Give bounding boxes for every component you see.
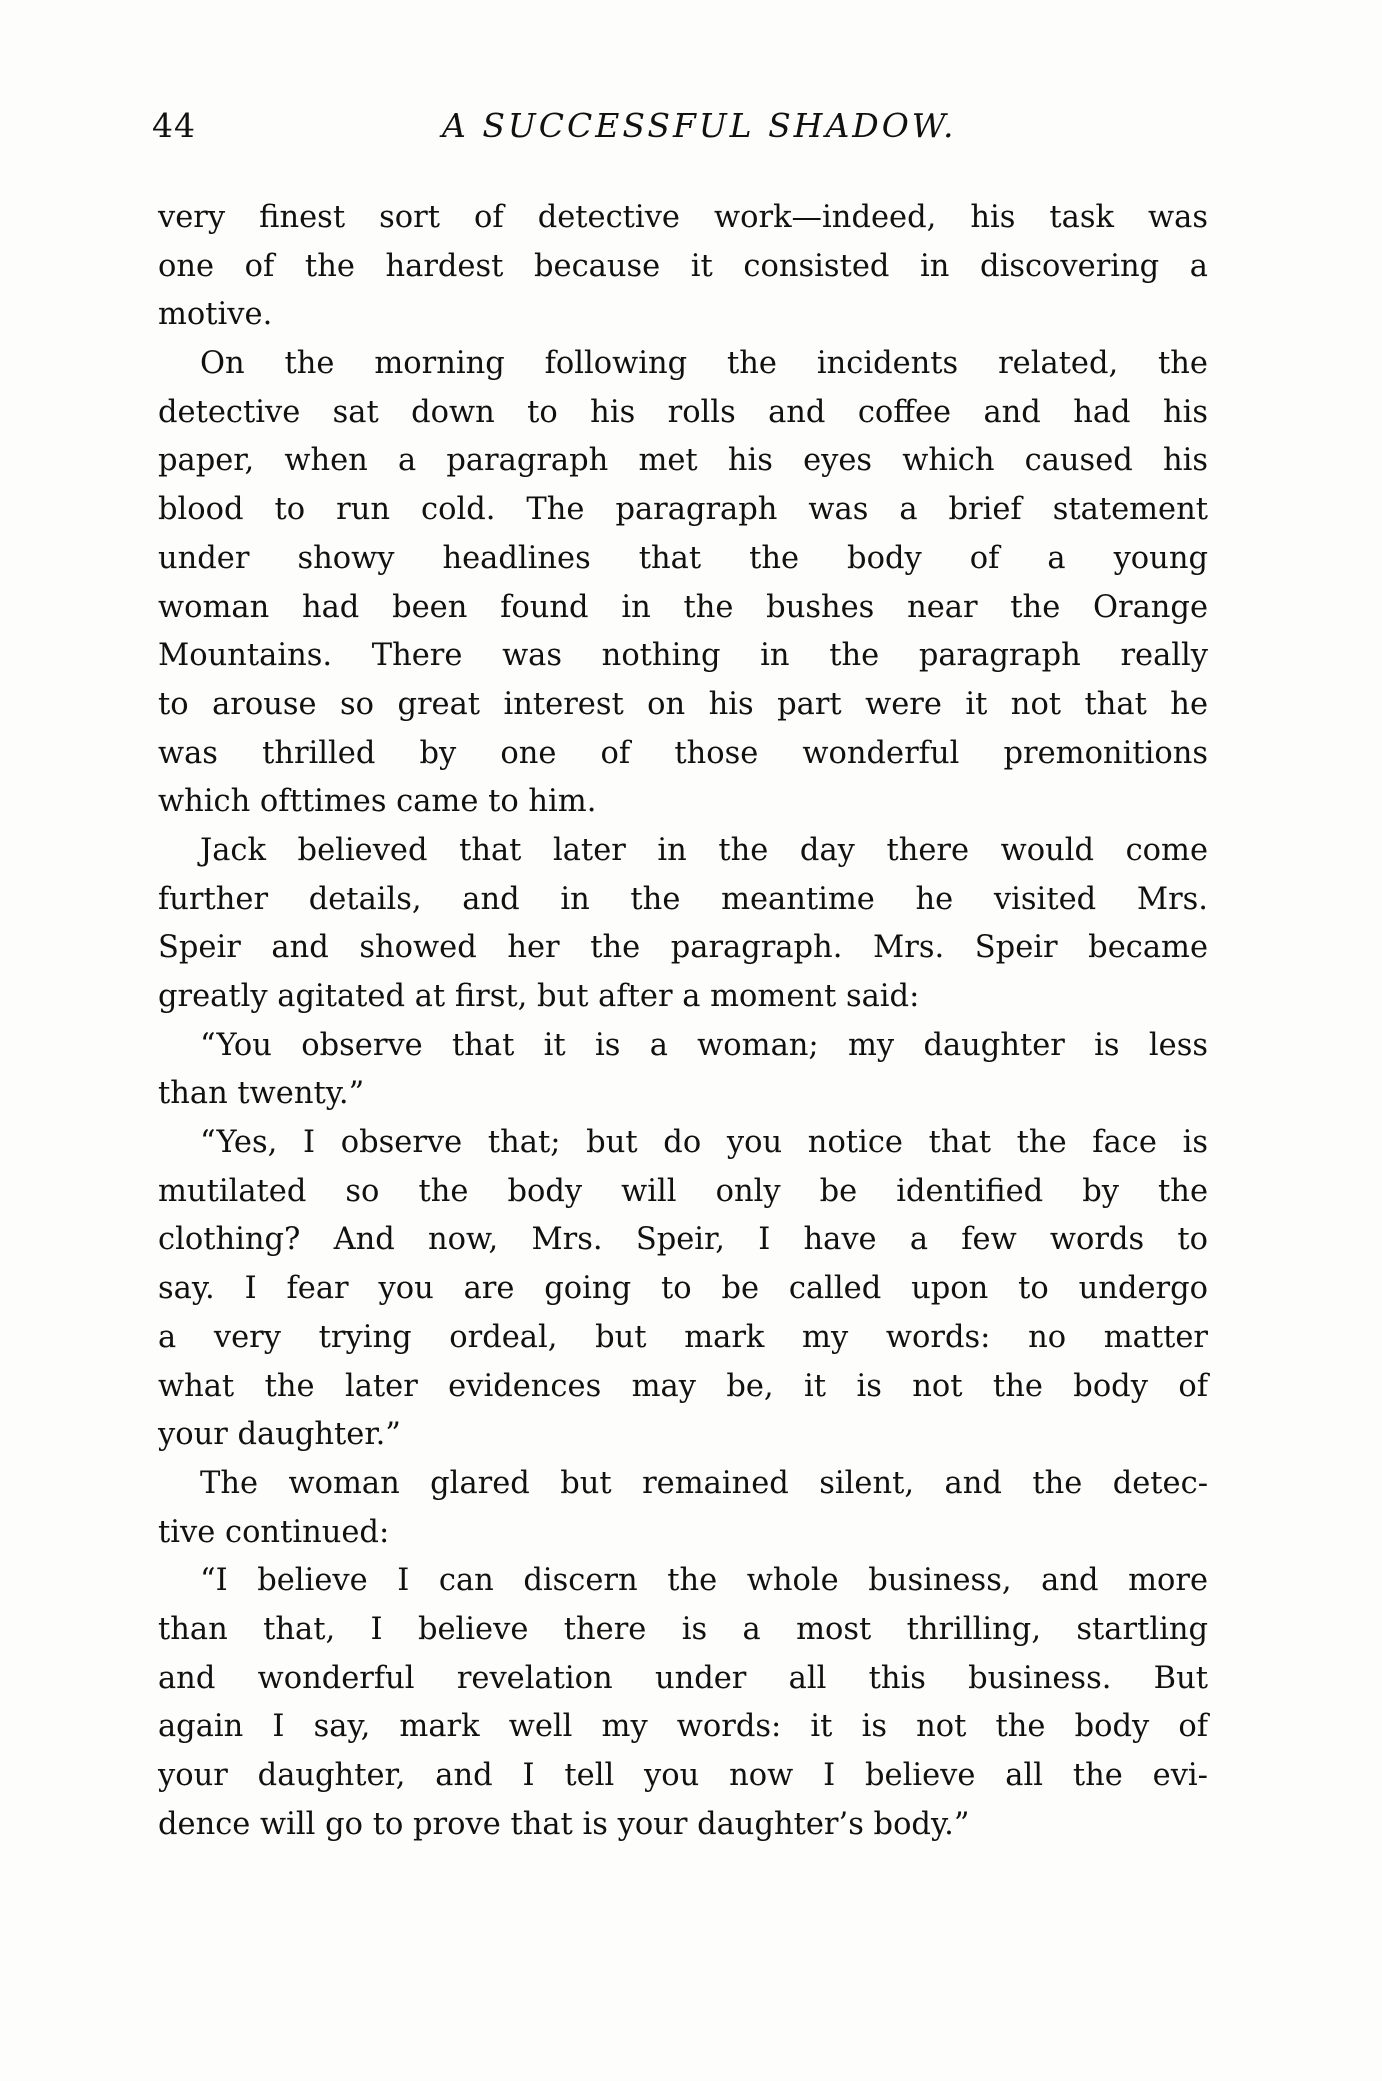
text-line: clothing? And now, Mrs. Speir, I have a few words to [158, 1222, 1208, 1258]
text-line: “You observe that it is a woman; my daughter is less [200, 1027, 1208, 1063]
text-line: On the morning following the incidents related, the [200, 346, 1208, 382]
text-line: Mountains. There was nothing in the paragraph really [158, 638, 1208, 674]
text-line: say. I fear you are going to be called upon to undergo [158, 1271, 1208, 1307]
text-line: further details, and in the meantime he visited Mrs. [158, 881, 1208, 917]
text-line: a very trying ordeal, but mark my words: no matter [158, 1319, 1208, 1355]
text-line: what the later evidences may be, it is not the body of [158, 1368, 1208, 1404]
text-line: motive. [158, 297, 273, 333]
text-line: Jack believed that later in the day there would come [200, 832, 1208, 868]
text-line: than that, I believe there is a most thrilling, startling [158, 1611, 1208, 1647]
text-line: than twenty.” [158, 1076, 365, 1112]
text-line: dence will go to prove that is your daughter’s body.” [158, 1806, 970, 1842]
text-line: blood to run cold. The paragraph was a brief statement [158, 492, 1208, 528]
text-line: Speir and showed her the paragraph. Mrs. Speir became [158, 930, 1208, 966]
text-line: woman had been found in the bushes near the Orange [158, 589, 1208, 625]
text-line: tive continued: [158, 1514, 390, 1550]
page-number: 44 [152, 106, 196, 145]
text-line: and wonderful revelation under all this business. But [158, 1660, 1208, 1696]
text-line: very finest sort of detective work—indeed, his task was [158, 200, 1208, 235]
text-line: detective sat down to his rolls and coffee and had his [158, 394, 1208, 430]
text-line: mutilated so the body will only be identified by the [158, 1173, 1208, 1209]
running-title: A SUCCESSFUL SHADOW. [442, 106, 957, 145]
text-line: which ofttimes came to him. [158, 784, 597, 820]
text-line: your daughter.” [158, 1417, 401, 1453]
text-line: one of the hardest because it consisted in discovering a [158, 248, 1208, 284]
running-head [152, 106, 1202, 156]
text-line: The woman glared but remained silent, and the detec- [200, 1465, 1208, 1501]
text-line: “Yes, I observe that; but do you notice that the face is [200, 1125, 1208, 1161]
text-line: to arouse so great interest on his part were it not that he [158, 686, 1208, 722]
text-line: your daughter, and I tell you now I believe all the evi- [158, 1758, 1208, 1793]
text-line: greatly agitated at first, but after a moment said: [158, 979, 920, 1014]
text-line: again I say, mark well my words: it is not the body of [158, 1709, 1208, 1745]
text-line: “I believe I can discern the whole business, and more [200, 1563, 1208, 1599]
text-line: was thrilled by one of those wonderful premonitions [158, 735, 1208, 771]
text-line: under showy headlines that the body of a young [158, 540, 1208, 576]
body-text [158, 194, 1208, 1849]
text-line: paper, when a paragraph met his eyes which caused his [158, 443, 1208, 479]
